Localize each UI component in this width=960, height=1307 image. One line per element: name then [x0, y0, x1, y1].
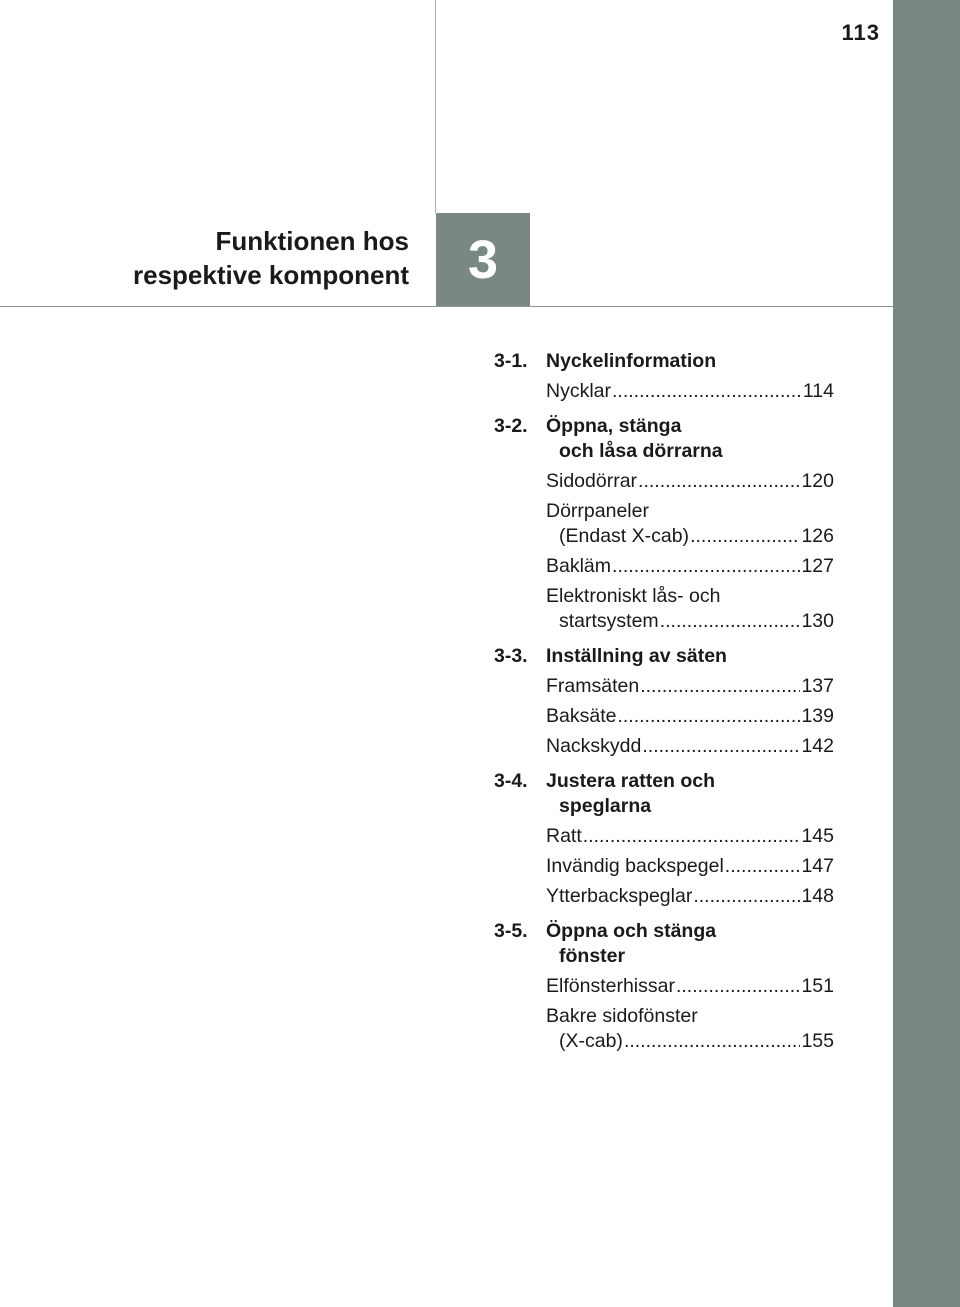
toc-entry-page: 155 — [801, 1030, 834, 1052]
toc-section-number: 3-5. — [494, 920, 528, 942]
toc-entry-row — [546, 884, 834, 909]
toc-entry-label: Bakläm — [546, 555, 612, 577]
toc-dot-leader — [690, 524, 800, 549]
toc-dot-leader — [624, 1029, 801, 1054]
toc-dot-leader — [638, 469, 800, 494]
toc-entry-label: Baksäte — [546, 705, 617, 727]
page-number: 113 — [841, 20, 880, 45]
chapter-number-box: 3 — [436, 213, 530, 306]
toc-dot-leader — [693, 884, 800, 909]
toc-section-number: 3-4. — [494, 770, 528, 792]
toc-entry-label: Ytterbackspeglar — [546, 885, 693, 907]
toc-entry[interactable] — [546, 1004, 834, 1054]
toc-entry-label: (Endast X-cab) — [559, 525, 690, 547]
chapter-title — [133, 224, 409, 292]
toc-section — [494, 919, 834, 969]
toc-section-title-line: speglarna — [559, 795, 652, 817]
toc-entry-row — [546, 704, 834, 729]
toc-entry-label: Bakre sidofönster — [546, 1005, 698, 1027]
toc-entry-row — [546, 974, 834, 999]
toc-entry[interactable] — [546, 554, 834, 579]
toc-section-title-line: Inställning av säten — [546, 645, 727, 667]
toc-entry[interactable] — [546, 584, 834, 634]
toc-section — [494, 769, 834, 819]
toc-dot-leader — [660, 609, 801, 634]
toc-entry[interactable] — [546, 854, 834, 879]
toc-entry-row — [546, 674, 834, 699]
toc-entry-label: Nycklar — [546, 380, 612, 402]
toc-entry[interactable] — [546, 379, 834, 404]
toc-section-title — [546, 919, 716, 969]
toc-entry-page: 126 — [801, 525, 834, 547]
toc-entry-label: Framsäten — [546, 675, 640, 697]
toc-entry-label: Dörrpaneler — [546, 500, 649, 522]
toc-entry-page: 114 — [802, 380, 834, 402]
toc-section — [494, 349, 834, 374]
toc-section-title — [546, 349, 716, 374]
chapter-side-tab — [893, 0, 960, 1307]
toc-entry-label: (X-cab) — [559, 1030, 623, 1052]
chapter-title-line1: Funktionen hos — [215, 226, 409, 256]
toc-entry-page: 151 — [801, 975, 834, 997]
toc-entry[interactable] — [546, 884, 834, 909]
toc-entry-row — [546, 554, 834, 579]
toc-entry-page: 145 — [801, 825, 834, 847]
toc-dot-leader — [640, 674, 800, 699]
toc-entry-page: 127 — [801, 555, 834, 577]
toc-entry-label: Nackskydd — [546, 735, 642, 757]
toc-entry-page: 142 — [801, 735, 834, 757]
toc-dot-leader — [612, 379, 802, 404]
toc-section-title-line: fönster — [559, 945, 626, 967]
toc-entry-row — [546, 609, 834, 634]
toc-dot-leader — [617, 704, 800, 729]
toc-entry[interactable] — [546, 674, 834, 699]
toc-entry[interactable] — [546, 974, 834, 999]
toc-dot-leader — [612, 554, 800, 579]
toc-entry[interactable] — [546, 499, 834, 549]
toc-entry[interactable] — [546, 824, 834, 849]
chapter-title-line2: respektive komponent — [133, 260, 409, 290]
toc-entry-page: 139 — [801, 705, 834, 727]
header-rule — [0, 306, 893, 307]
toc-entry-label: Elfönsterhissar — [546, 975, 675, 997]
toc-entry-label: Invändig backspegel — [546, 855, 724, 877]
toc-entry-label: Elektroniskt lås- och — [546, 585, 721, 607]
toc-section-title-line: och låsa dörrarna — [559, 440, 723, 462]
toc-entry-row — [546, 524, 834, 549]
toc-entry[interactable] — [546, 469, 834, 494]
toc-section-title-line: Öppna och stänga — [546, 920, 717, 942]
toc-entry-label: Ratt — [546, 825, 582, 847]
toc-dot-leader — [642, 734, 800, 759]
toc-section-title-line: Justera ratten och — [546, 770, 716, 792]
vertical-divider — [435, 0, 436, 213]
toc-section — [494, 644, 834, 669]
toc-entry-page: 137 — [801, 675, 834, 697]
toc-section — [494, 414, 834, 464]
toc-section-number: 3-2. — [494, 415, 528, 437]
toc-section-title — [546, 644, 727, 669]
toc-entry-row — [546, 379, 834, 404]
toc-entry-row — [546, 854, 834, 879]
toc-section-title — [546, 414, 723, 464]
toc-entry-row — [546, 824, 834, 849]
toc-entry-page: 120 — [801, 470, 834, 492]
toc-entry-row — [546, 734, 834, 759]
toc-entry[interactable] — [546, 734, 834, 759]
toc-section-title — [546, 769, 715, 819]
toc-entry-label: Sidodörrar — [546, 470, 638, 492]
toc-entry[interactable] — [546, 704, 834, 729]
toc-section-number: 3-3. — [494, 645, 528, 667]
toc-entry-row — [546, 1029, 834, 1054]
toc-section-number: 3-1. — [494, 350, 528, 372]
table-of-contents — [494, 349, 834, 1054]
toc-entry-page: 148 — [801, 885, 834, 907]
toc-entry-page: 130 — [801, 610, 834, 632]
toc-dot-leader — [725, 854, 801, 879]
toc-section-title-line: Nyckelinformation — [546, 350, 717, 372]
toc-entry-row — [546, 469, 834, 494]
toc-dot-leader — [676, 974, 800, 999]
toc-entry-label: startsystem — [559, 610, 659, 632]
toc-section-title-line: Öppna, stänga — [546, 415, 682, 437]
toc-entry-page: 147 — [801, 855, 834, 877]
toc-dot-leader — [583, 824, 801, 849]
